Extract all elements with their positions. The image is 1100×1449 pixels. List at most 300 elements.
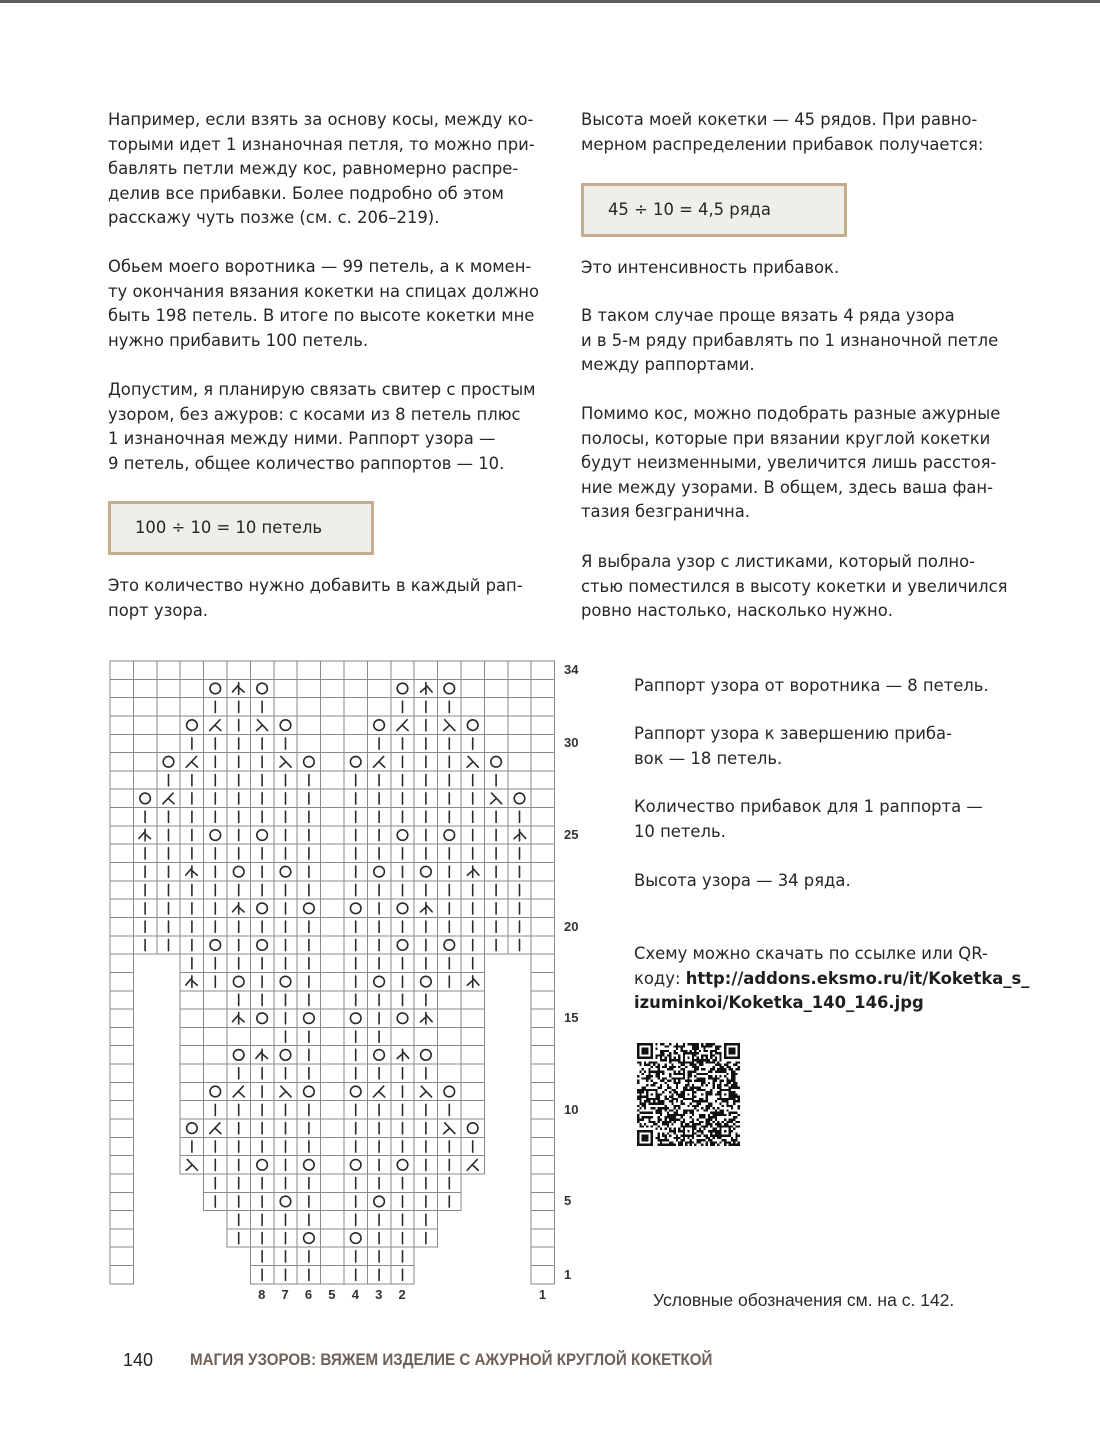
chart-cell (133, 698, 156, 716)
chart-cell (250, 753, 273, 771)
chart-cell (531, 1211, 554, 1229)
chart-cell (297, 1174, 320, 1192)
chart-cell (367, 1009, 390, 1027)
chart-cell (391, 679, 414, 697)
stitch-number-label: 3 (375, 1287, 383, 1302)
chart-cell (297, 917, 320, 935)
row-number-label: 25 (564, 827, 579, 842)
chart-cell (531, 1229, 554, 1247)
chart-cell (344, 1046, 367, 1064)
chart-cell (321, 734, 344, 752)
chart-cell (367, 844, 390, 862)
chart-cell (227, 936, 250, 954)
chart-cell (274, 1137, 297, 1155)
chart-cell (484, 734, 507, 752)
chart-cell (250, 991, 273, 1009)
chart-cell (414, 1027, 437, 1045)
chart-cell (531, 1101, 554, 1119)
chart-cell (508, 661, 531, 679)
chart-cell (227, 1046, 250, 1064)
formula-box-stitches (108, 501, 374, 555)
chart-cell (531, 698, 554, 716)
chart-cell (157, 753, 180, 771)
text-line: и в 5-м ряду прибавлять по 1 изнаночной петле (581, 330, 999, 350)
chart-cell (321, 1156, 344, 1174)
chart-cell (110, 1046, 133, 1064)
chart-cell (204, 679, 227, 697)
chart-cell (297, 1266, 320, 1284)
chart-cell (321, 1046, 344, 1064)
text-line: 10 петель. (634, 821, 726, 841)
chart-cell (274, 1027, 297, 1045)
chart-cell (274, 1119, 297, 1137)
chart-cell (204, 698, 227, 716)
chart-cell (250, 1211, 273, 1229)
chart-cell (204, 1156, 227, 1174)
chart-cell (414, 771, 437, 789)
chart-cell (344, 661, 367, 679)
chart-cell (367, 1156, 390, 1174)
chart-cell (344, 881, 367, 899)
chart-cell (531, 1027, 554, 1045)
chart-cell (297, 863, 320, 881)
chart-cell (274, 1082, 297, 1100)
chart-cell (110, 1027, 133, 1045)
chart-cell (321, 1211, 344, 1229)
chart-cell (250, 1082, 273, 1100)
chart-cell (274, 661, 297, 679)
chart-cell (484, 863, 507, 881)
chart-cell (531, 771, 554, 789)
chart-cell (250, 808, 273, 826)
chart-cell (461, 991, 484, 1009)
chart-cell (344, 1247, 367, 1265)
chart-cell (204, 661, 227, 679)
chart-cell (227, 1156, 250, 1174)
chart-cell (531, 844, 554, 862)
chart-cell (227, 1119, 250, 1137)
chart-cell (344, 771, 367, 789)
chart-cell (274, 698, 297, 716)
chart-cell (227, 789, 250, 807)
chart-cell (297, 753, 320, 771)
chart-cell (438, 826, 461, 844)
chart-cell (321, 1229, 344, 1247)
chart-cell (484, 844, 507, 862)
chart-cell (227, 954, 250, 972)
chart-cell (438, 1009, 461, 1027)
chart-cell (180, 1009, 203, 1027)
chart-cell (204, 1009, 227, 1027)
chart-cell (367, 1119, 390, 1137)
chart-cell (438, 863, 461, 881)
chart-cell (250, 1119, 273, 1137)
chart-cell (133, 863, 156, 881)
chart-cell (204, 1137, 227, 1155)
chart-cell (391, 1266, 414, 1284)
chart-cell (297, 1046, 320, 1064)
chart-cell (321, 753, 344, 771)
formula-box-rows (581, 183, 847, 237)
text-line: полосы, которые при вязании круглой кокетки (581, 428, 991, 448)
chart-cell (344, 972, 367, 990)
chart-cell (204, 991, 227, 1009)
chart-cell (274, 991, 297, 1009)
chart-cell (461, 1064, 484, 1082)
chart-cell (157, 698, 180, 716)
chart-cell (227, 899, 250, 917)
chart-cell (157, 771, 180, 789)
chart-cell (110, 991, 133, 1009)
chart-cell (297, 844, 320, 862)
chart-cell (391, 1211, 414, 1229)
chart-cell (508, 734, 531, 752)
chart-cell (367, 1082, 390, 1100)
chart-cell (438, 698, 461, 716)
chart-cell (531, 972, 554, 990)
chart-cell (133, 844, 156, 862)
chart-cell (204, 1027, 227, 1045)
left-paragraph-4 (108, 574, 523, 623)
chart-cell (297, 954, 320, 972)
chart-cell (438, 954, 461, 972)
chart-cell (110, 1101, 133, 1119)
right-paragraph-5 (581, 550, 1008, 624)
row-number-label: 34 (564, 662, 579, 678)
chart-cell (110, 679, 133, 697)
chart-cell (438, 1192, 461, 1210)
chart-cell (367, 1064, 390, 1082)
chart-cell (438, 679, 461, 697)
chart-cell (274, 753, 297, 771)
chart-cell (461, 1082, 484, 1100)
chart-cell (531, 826, 554, 844)
chart-cell (227, 698, 250, 716)
chart-cell (180, 734, 203, 752)
chart-cell (110, 1009, 133, 1027)
chart-cell (321, 1009, 344, 1027)
chart-cell (227, 1174, 250, 1192)
chart-cell (461, 1009, 484, 1027)
qr-code (637, 1043, 740, 1146)
note-download (634, 942, 1029, 1016)
chart-cell (438, 899, 461, 917)
chart-cell (484, 789, 507, 807)
chart-cell (321, 863, 344, 881)
chart-cell (344, 716, 367, 734)
chart-cell (344, 1082, 367, 1100)
chart-cell (414, 1174, 437, 1192)
chart-cell (461, 753, 484, 771)
chart-cell (297, 1229, 320, 1247)
chart-cell (274, 863, 297, 881)
chart-cell (133, 917, 156, 935)
chart-cell (110, 753, 133, 771)
chart-cell (180, 863, 203, 881)
chart-cell (110, 844, 133, 862)
chart-cell (484, 716, 507, 734)
chart-cell (438, 1082, 461, 1100)
chart-cell (180, 1101, 203, 1119)
chart-cell (250, 716, 273, 734)
right-paragraph-1 (581, 108, 983, 157)
download-link[interactable]: http://addons.eksmo.ru/it/Koketka_s_ (685, 968, 1030, 988)
left-paragraph-2 (108, 255, 539, 353)
chart-cell (508, 698, 531, 716)
left-paragraph-1 (108, 108, 535, 231)
chart-cell (414, 881, 437, 899)
chart-cell (204, 808, 227, 826)
right-paragraph-3 (581, 304, 998, 378)
chart-cell (508, 716, 531, 734)
stitch-number-label: 1 (538, 1287, 547, 1302)
chart-cell (133, 679, 156, 697)
chart-cell (274, 1101, 297, 1119)
chart-cell (438, 972, 461, 990)
chart-cell (321, 661, 344, 679)
chart-cell (508, 881, 531, 899)
chart-cell (274, 734, 297, 752)
chart-cell (414, 936, 437, 954)
text-line: Раппорт узора к завершению приба- (634, 724, 952, 743)
chart-cell (110, 1174, 133, 1192)
chart-cell (157, 826, 180, 844)
chart-cell (204, 826, 227, 844)
chart-cell (344, 698, 367, 716)
chart-cell (391, 917, 414, 935)
text-line: Это интенсивность прибавок. (581, 258, 840, 277)
chart-cell (461, 789, 484, 807)
chart-cell (274, 844, 297, 862)
chart-cell (321, 881, 344, 899)
chart-cell (344, 1101, 367, 1119)
chart-cell (391, 826, 414, 844)
chart-cell (250, 936, 273, 954)
text-line: тазия безгранична. (581, 502, 751, 521)
text-line: Раппорт узора от воротника — 8 петель. (634, 676, 989, 695)
chart-cell (133, 881, 156, 899)
chart-cell (321, 917, 344, 935)
chart-cell (531, 1064, 554, 1082)
chart-cell (180, 1064, 203, 1082)
chart-cell (367, 661, 390, 679)
chart-cell (391, 1156, 414, 1174)
chart-cell (133, 808, 156, 826)
chart-cell (157, 716, 180, 734)
chart-cell (367, 917, 390, 935)
chart-cell (391, 716, 414, 734)
chart-cell (274, 1266, 297, 1284)
download-link-continued[interactable]: izuminkoi/Koketka_140_146.jpg (634, 993, 924, 1012)
note-pattern-height (634, 869, 851, 894)
running-title: МАГИЯ УЗОРОВ: ВЯЖЕМ ИЗДЕЛИЕ С АЖУРНОЙ КРУГЛОЙ КОКЕТКОЙ (190, 1350, 713, 1369)
chart-cell (274, 954, 297, 972)
chart-cell (391, 844, 414, 862)
chart-cell (227, 1229, 250, 1247)
chart-cell (250, 844, 273, 862)
chart-cell (110, 881, 133, 899)
chart-cell (110, 1119, 133, 1137)
chart-cell (438, 936, 461, 954)
chart-cell (391, 1046, 414, 1064)
chart-cell (414, 972, 437, 990)
chart-cell (110, 1266, 133, 1284)
chart-cell (321, 936, 344, 954)
chart-cell (438, 1101, 461, 1119)
chart-cell (297, 1137, 320, 1155)
chart-cell (531, 1192, 554, 1210)
chart-cell (531, 1156, 554, 1174)
chart-cell (391, 972, 414, 990)
chart-cell (391, 863, 414, 881)
text-line: расскажу чуть позже (см. с. 206–219). (108, 208, 440, 227)
chart-cell (531, 917, 554, 935)
chart-cell (367, 1174, 390, 1192)
chart-cell (461, 1046, 484, 1064)
chart-cell (438, 1156, 461, 1174)
chart-cell (297, 972, 320, 990)
chart-cell (180, 972, 203, 990)
formula-text: 45 ÷ 10 = 4,5 ряда (608, 200, 771, 219)
chart-cell (157, 661, 180, 679)
chart-cell (180, 1027, 203, 1045)
chart-cell (227, 881, 250, 899)
chart-cell (274, 1064, 297, 1082)
chart-cell (391, 1247, 414, 1265)
chart-cell (110, 1247, 133, 1265)
chart-cell (508, 753, 531, 771)
chart-cell (297, 826, 320, 844)
chart-cell (461, 881, 484, 899)
chart-cell (297, 936, 320, 954)
text-line: нужно прибавить 100 петель. (108, 330, 369, 350)
chart-cell (274, 1046, 297, 1064)
chart-cell (414, 1064, 437, 1082)
chart-cell (367, 808, 390, 826)
chart-cell (274, 1192, 297, 1210)
chart-cell (414, 1137, 437, 1155)
text-line: вок — 18 петель. (634, 748, 783, 768)
chart-cell (414, 734, 437, 752)
text-line: между раппортами. (581, 355, 755, 374)
chart-cell (391, 936, 414, 954)
chart-cell (297, 1211, 320, 1229)
chart-cell (180, 679, 203, 697)
chart-cell (484, 936, 507, 954)
chart-cell (414, 826, 437, 844)
chart-cell (461, 954, 484, 972)
chart-cell (297, 1009, 320, 1027)
chart-cell (274, 808, 297, 826)
chart-cell (438, 917, 461, 935)
chart-cell (344, 808, 367, 826)
chart-cell (110, 899, 133, 917)
chart-cell (321, 972, 344, 990)
chart-cell (180, 881, 203, 899)
chart-cell (157, 863, 180, 881)
chart-cell (227, 1064, 250, 1082)
chart-cell (204, 1192, 227, 1210)
chart-cell (133, 899, 156, 917)
chart-cell (438, 789, 461, 807)
chart-cell (531, 1247, 554, 1265)
chart-cell (414, 863, 437, 881)
chart-cell (367, 1266, 390, 1284)
chart-cell (438, 661, 461, 679)
chart-cell (204, 789, 227, 807)
chart-cell (531, 1046, 554, 1064)
chart-cell (367, 899, 390, 917)
text-line: узором, без ажуров: с косами из 8 петель плюс (108, 404, 521, 424)
chart-cell (321, 716, 344, 734)
chart-cell (274, 1174, 297, 1192)
chart-cell (204, 844, 227, 862)
chart-cell (344, 789, 367, 807)
chart-cell (438, 716, 461, 734)
chart-cell (391, 734, 414, 752)
chart-cell (321, 1027, 344, 1045)
chart-cell (438, 808, 461, 826)
chart-cell (438, 1046, 461, 1064)
chart-cell (204, 954, 227, 972)
chart-cell (484, 881, 507, 899)
chart-cell (297, 734, 320, 752)
chart-cell (367, 1229, 390, 1247)
chart-cell (274, 1247, 297, 1265)
text-line (634, 967, 1029, 992)
left-paragraph-3 (108, 378, 536, 476)
chart-cell (180, 844, 203, 862)
chart-cell (391, 1101, 414, 1119)
chart-cell (110, 954, 133, 972)
chart-cell (250, 789, 273, 807)
chart-cell (227, 1082, 250, 1100)
chart-cell (133, 826, 156, 844)
chart-cell (274, 1156, 297, 1174)
chart-cell (344, 826, 367, 844)
chart-cell (344, 1064, 367, 1082)
chart-cell (274, 881, 297, 899)
chart-cell (344, 863, 367, 881)
chart-cell (110, 826, 133, 844)
chart-cell (344, 991, 367, 1009)
chart-cell (297, 1064, 320, 1082)
text-line: будут неизменными, увеличится лишь расстоя- (581, 453, 997, 472)
chart-cell (204, 863, 227, 881)
chart-cell (321, 1174, 344, 1192)
chart-cell (227, 716, 250, 734)
chart-cell (438, 844, 461, 862)
chart-cell (250, 1064, 273, 1082)
chart-cell (531, 899, 554, 917)
chart-cell (461, 1027, 484, 1045)
chart-cell (461, 1119, 484, 1137)
chart-cell (297, 881, 320, 899)
chart-cell (461, 679, 484, 697)
chart-cell (110, 698, 133, 716)
chart-cell (414, 716, 437, 734)
chart-cell (484, 771, 507, 789)
text-line (634, 991, 1029, 1016)
chart-cell (391, 661, 414, 679)
chart-cell (227, 1211, 250, 1229)
chart-cell (367, 734, 390, 752)
chart-cell (391, 771, 414, 789)
chart-cell (531, 1174, 554, 1192)
chart-cell (180, 1137, 203, 1155)
chart-cell (484, 679, 507, 697)
chart-cell (180, 936, 203, 954)
